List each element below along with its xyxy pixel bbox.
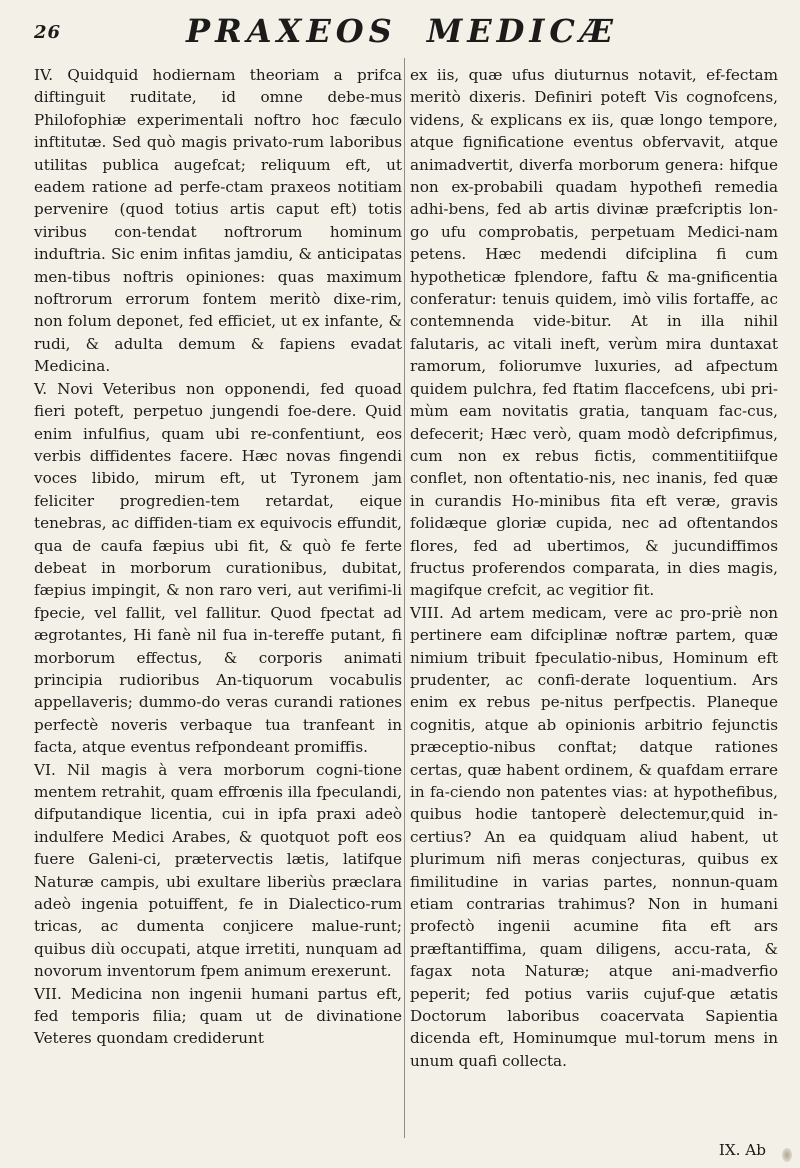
running-title: PRAXEOS MEDICÆ xyxy=(186,12,618,50)
paragraph-vii-continued: ex iis, quæ ufus diuturnus notavit, ef-fectam meritò dixeris. Definiri poteft Vis cognofcens, videns, & explicans ex iis, quæ longo tempore, atque fignificatione eventus obfervavit, atque animadvertit, diverfa morborum genera: hifque non ex-probabili quadam hypothefi remedia adhi-bens, fed ab artis divinæ præfcriptis lon-go ufu comprobatis, perpetuam Medici-nam petens. Hæc medendi difciplina fi cum hypotheticæ fplendore, faftu & ma-gnificentia conferatur: tenuis quidem, imò vilis fortaffe, ac contemnenda vide-bitur. At in illa nihil falutaris, ac vitali ineft, verùm mira duntaxat ramorum, foliorumve luxuries, ad afpectum quidem pulchra, fed ftatim flaccefcens, ubi pri-mùm eam novitatis gratia, tanquam fac-cus, defecerit; Hæc verò, quam modò defcripfimus, cum non ex rebus fictis, commentitiifque conflet, non oftentatio-nis, nec inanis, fed quæ in curandis Ho-minibus fita eft veræ, gravis folidæque gloriæ cupida, nec ad oftentandos flores, fed ad ubertimos, & jucundiffimos fructus proferendos comparata, in dies magis, magifque crefcit, ac vegitior fit. xyxy=(410,66,778,600)
right-column xyxy=(410,64,778,1072)
paragraph-vi: VI. Nil magis à vera morborum cogni-tione mentem retrahit, quam effrœnis illa fpeculandi, difputandique licentia, cui in ipfa praxi adeò indulfere Medici Arabes, & quotquot poft eos fuere Galeni-ci, prætervectis lætis, latifque Naturæ campis, ubi exultare liberiùs præclara adeò ingenia potuiffent, fe in Dialectico-rum tricas, ac dumenta conjicere malue-runt; quibus diù occupati, atque irretiti, nunquam ad novorum inventorum fpem animum erexerunt. xyxy=(34,760,402,981)
running-head xyxy=(34,10,770,50)
paragraph-vii: VII. Medicina non ingenii humani partus eft, fed temporis filia; quam ut de divinatione Veteres quondam crediderunt xyxy=(34,984,402,1048)
catchword: IX. Ab xyxy=(718,1141,766,1159)
paragraph-iv: IV. Quidquid hodiernam theoriam a prifca diftinguit ruditate, id omne debe-mus Philofophiæ experimentali noftro hoc fæculo inftitutæ. Sed quò magis privato-rum laboribus utilitas publica augefcat; reliquum eft, ut eadem ratione ad perfe-ctam praxeos notitiam pervenire (quod totius artis caput eft) totis viribus con-tendat noftrorum hominum induftria. Sic enim infitas jamdiu, & anticipatas men-tibus noftris opiniones: quas maximum noftrorum errorum fontem meritò dixe-rim, non folum deponet, fed efficiet, ut ex infante, & rudi, & adulta demum & fapiens evadat Medicina. xyxy=(34,66,402,376)
column-divider xyxy=(404,58,405,1138)
ink-smudge xyxy=(782,1148,792,1162)
page-number: 26 xyxy=(34,22,62,43)
paragraph-v: V. Novi Veteribus non opponendi, fed quoad fieri poteft, perpetuo jungendi foe-dere. Quid enim infulfius, quam ubi re-confentiunt, eos verbis diffidentes facere. Hæc novas fingendi voces libido, mirum eft, ut Tyronem jam feliciter progredien-tem retardat, eique tenebras, ac diffiden-tiam ex equivocis effundit, qua de caufa fæpius ubi fit, & quò fe ferte debeat in morborum curationibus, dubitat, fæpius impingit, & non raro veri, aut verifimi-li fpecie, vel fallit, vel fallitur. Quod fpectat ad ægrotantes, Hi fanè nil fua in-tereffe putant, fi morborum effectus, & corporis animati principia rudioribus An-tiquorum vocabulis appellaveris; dummo-do veras curandi rationes perfectè noveris verbaque tua tranfeant in facta, atque eventus refpondeant promiffis. xyxy=(34,379,402,757)
left-column xyxy=(34,64,402,1050)
paragraph-viii: VIII. Ad artem medicam, vere ac pro-priè non pertinere eam difciplinæ noftræ partem, quæ nimium tribuit fpeculatio-nibus, Hominum eft prudenter, ac confi-derate loquentium. Ars enim ex rebus pe-nitus perfpectis. Planeque cognitis, atque ab opinionis arbitrio fejunctis præceptio-nibus conftat; datque rationes certas, quæ habent ordinem, & quafdam errare in fa-ciendo non patentes vias: at hypothefibus, quibus hodie tantoperè delectemur,quid in-certius? An ea quidquam aliud habent, ut plurimum nifi meras conjecturas, quibus ex fimilitudine in varias partes, nonnun-quam etiam contrarias trahimus? Non in humani profectò ingenii acumine fita eft ars præftantiffima, quam diligens, accu-rata, & fagax nota Naturæ; atque ani-madverfio peperit; fed potius variis cujuf-que ætatis Doctorum laboribus coacervata Sapientia dicenda eft, Hominumque mul-torum mens in unum quafi collecta. xyxy=(410,603,778,1070)
